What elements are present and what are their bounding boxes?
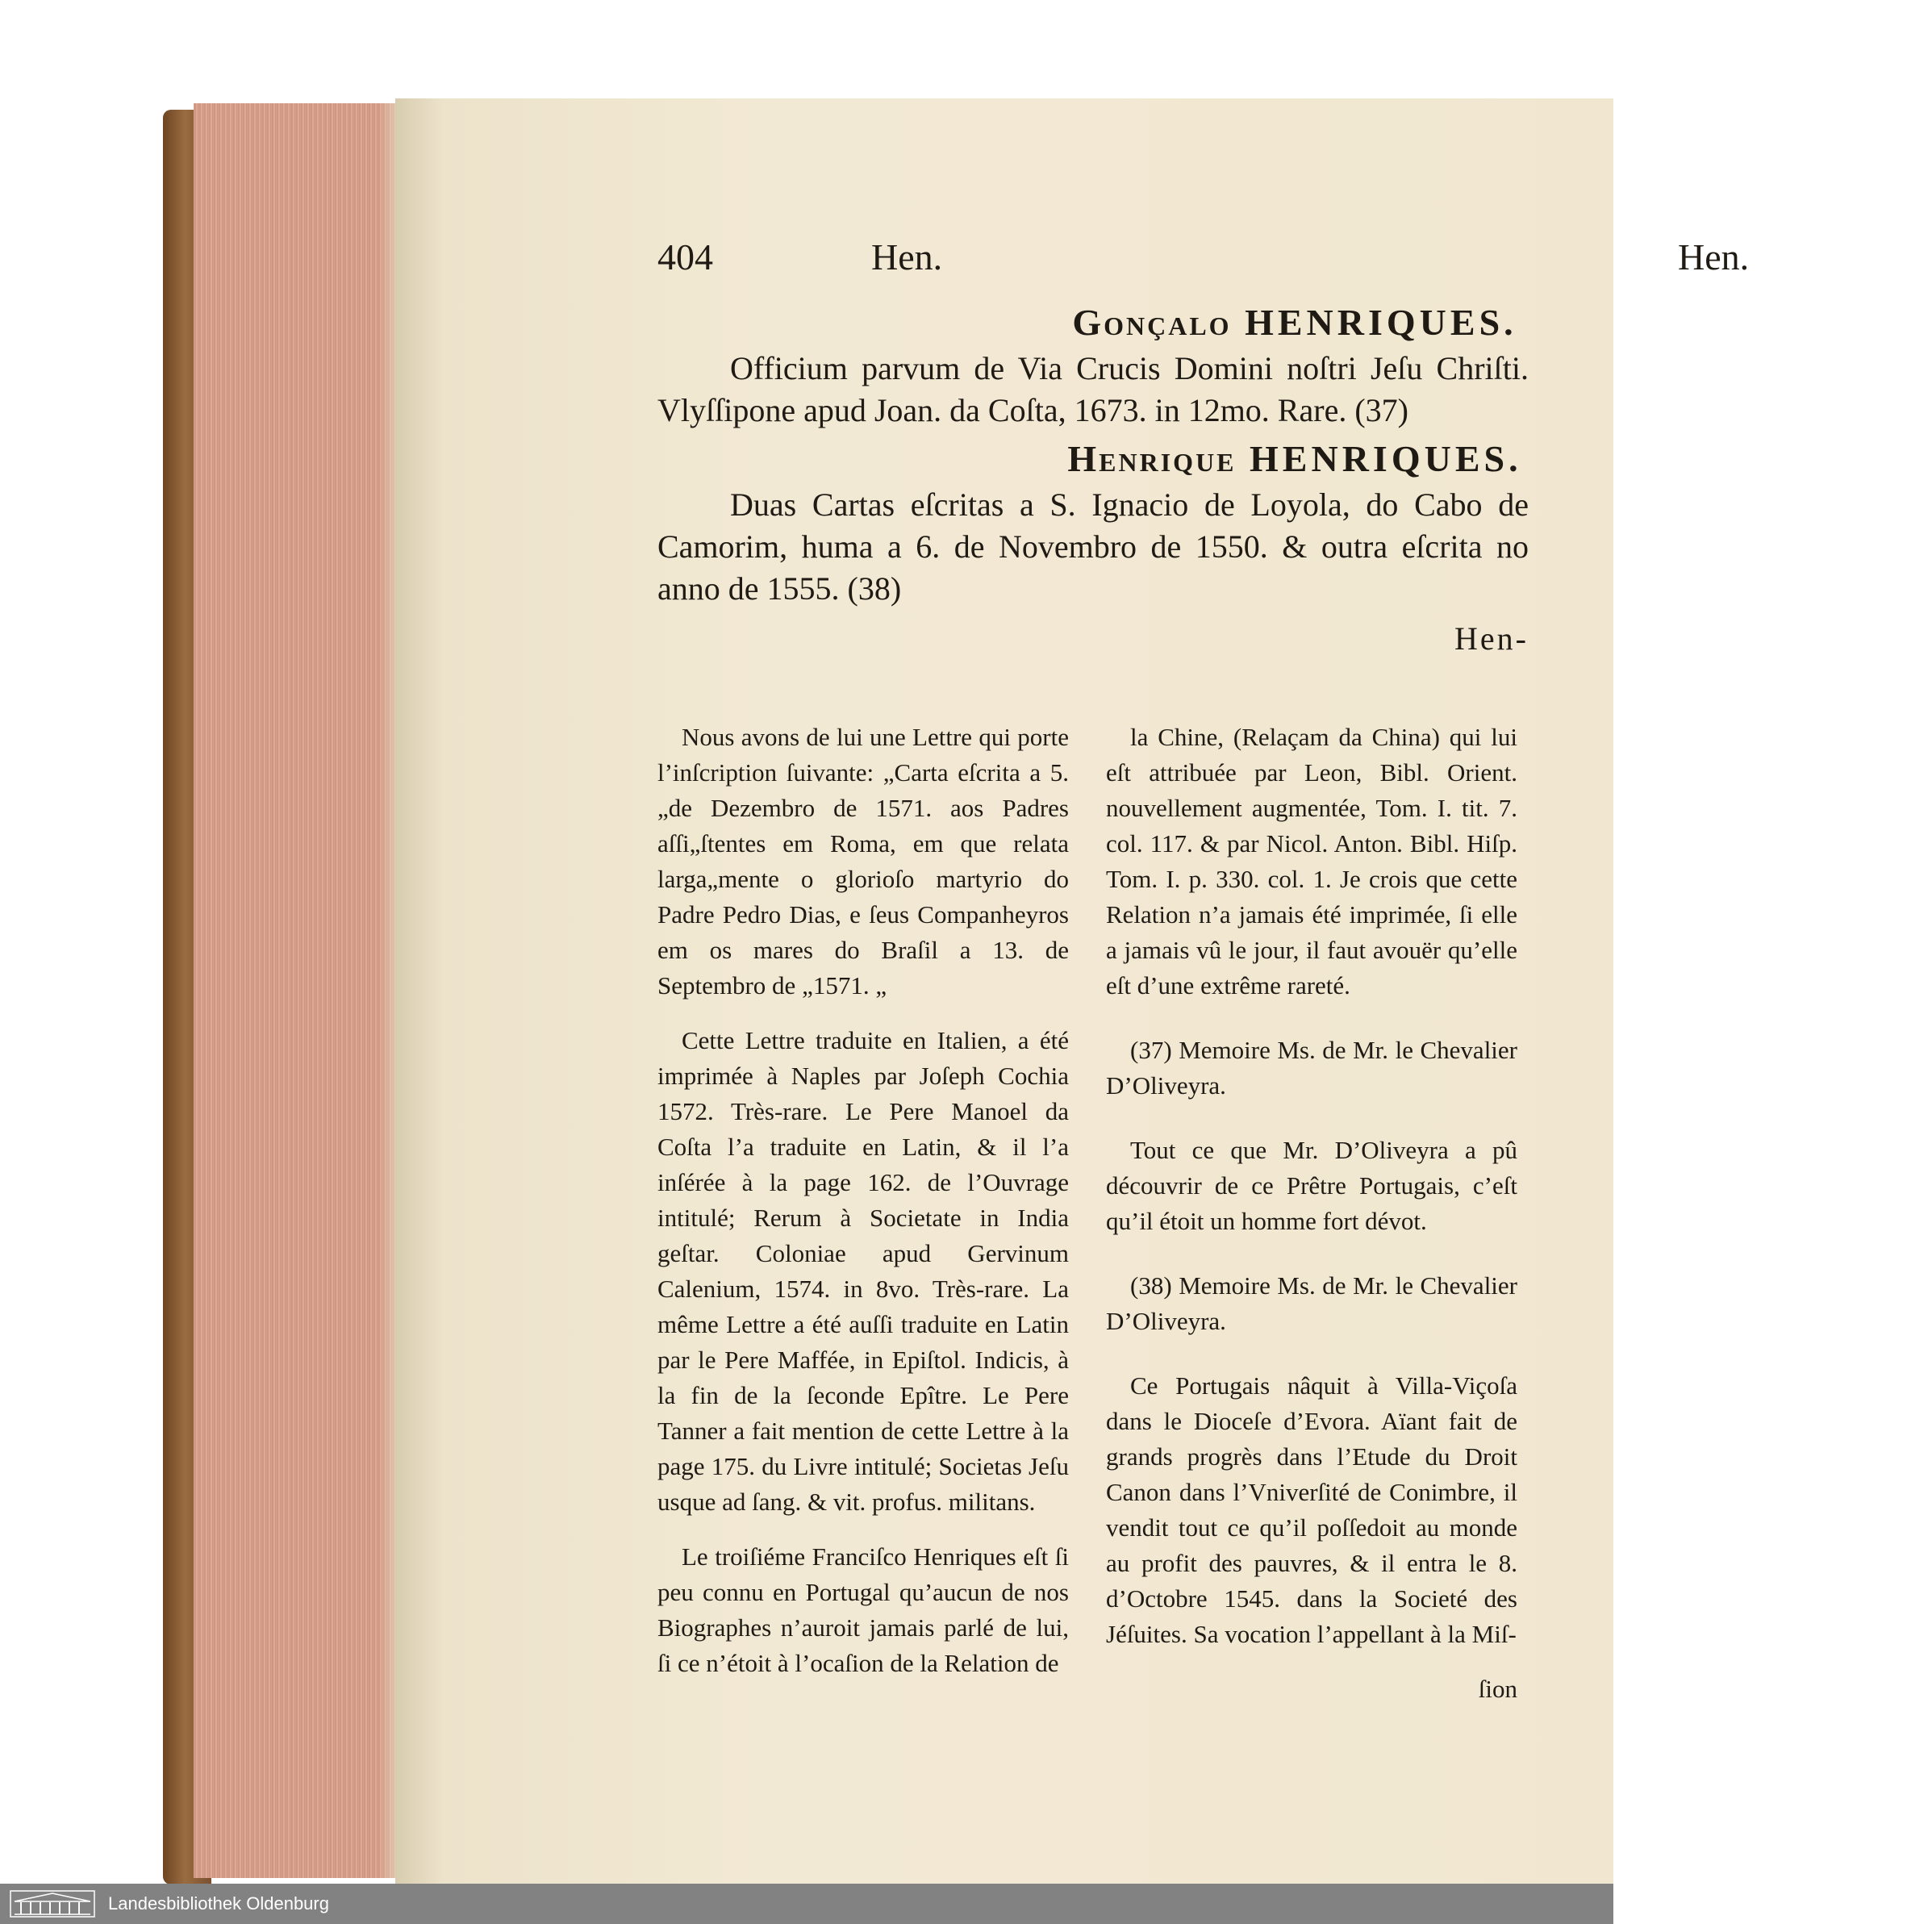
catchword-bottom: ſion	[1478, 1675, 1517, 1704]
right-paragraph: Tout ce que Mr. D’Oliveyra a pû découvrir de ce Prêtre Portugais, c’eſt qu’il étoit un homme fort dévot.	[1106, 1136, 1517, 1236]
page-edges	[194, 103, 403, 1878]
library-building-icon	[10, 1890, 95, 1918]
left-paragraph: Cette Lettre traduite en Italien, a été imprimée à Naples par Joſeph Cochia 1572. Très-rare. Le Pere Manoel da Coſta l’a traduite en Latin, & il l’a inſérée à la page 162. de l’Ouvrage intitulé; Rerum à Societate in India geſtar. Coloniae apud Gervinum Calenium, 1574. in 8vo. Très-rare. La même Lettre a été auſſi traduite en Latin par le Pere Maffée, in Epiſtol. Indicis, à la fin de la ſeconde Epître. Le Pere Tanner a fait mention de cette Lettre à la page 175. du Livre intitulé; Societas Jeſu usque ad ſang. & vit. profus. militans.	[657, 1026, 1069, 1517]
page-number: 404	[657, 236, 713, 278]
page-content	[657, 236, 1932, 1704]
footnote-38: (38) Memoire Ms. de Mr. le Chevalier D’Oliveyra.	[1106, 1271, 1517, 1336]
heading-first-name: Gonçalo	[1072, 302, 1232, 343]
left-paragraph: Nous avons de lui une Lettre qui porte l’inſcription ſuivante: „Carta eſcrita a 5. „de Dezembro de 1571. aos Padres aſſi„ſtentes em Roma, em que relata larga„mente o glorioſo martyrio do Padre Pedro Dias, e ſeus Companheyros em os mares do Braſil a 13. de Septembro de „1571. „	[657, 723, 1069, 1000]
left-paragraph: Le troiſiéme Franciſco Henriques eſt ſi peu connu en Portugal qu’aucun de nos Biographes n’auroit jamais parlé de lui, ſi ce n’étoit à l’ocaſion de la Relation de	[657, 1542, 1069, 1678]
right-column	[1106, 720, 1517, 1707]
footer-bar	[0, 1884, 1613, 1924]
running-head	[657, 236, 1932, 300]
catchword-top: Hen-	[1454, 620, 1529, 657]
entry-heading-henrique	[657, 436, 1932, 481]
entry-heading-goncalo	[657, 300, 1932, 344]
left-column	[657, 720, 1069, 1701]
entry-text-goncalo: Officium parvum de Via Crucis Domini noſtri Jeſu Chriſti. Vlyſſipone apud Joan. da Coſta, 1673. in 12mo. Rare. (37)	[657, 350, 1529, 429]
running-head-right: Hen.	[1678, 236, 1750, 278]
book-page	[395, 98, 1750, 1884]
running-head-left: Hen.	[871, 236, 943, 278]
footnote-37: (37) Memoire Ms. de Mr. le Chevalier D’Oliveyra.	[1106, 1036, 1517, 1100]
entry-text-henrique: Duas Cartas eſcritas a S. Ignacio de Loyola, do Cabo de Camorim, huma a 6. de Novembro de 1550. & outra eſcrita no anno de 1555. (38)	[657, 486, 1529, 607]
right-paragraph: la Chine, (Relaçam da China) qui lui eſt attribuée par Leon, Bibl. Orient. nouvellement augmentée, Tom. I. tit. 7. col. 117. & par Nicol. Anton. Bibl. Hiſp. Tom. I. p. 330. col. 1. Je crois que cette Relation n’a jamais été imprimée, ſi elle a jamais vû le jour, il faut avouër qu’elle eſt d’une extrême rareté.	[1106, 723, 1517, 1000]
heading-first-name: Henrique	[1067, 438, 1237, 480]
heading-surname: HENRIQUES.	[1245, 302, 1517, 343]
right-paragraph: Ce Portugais nâquit à Villa-Viçoſa dans le Dioceſe d’Evora. Aïant fait de grands progrès dans l’Etude du Droit Canon dans l’Vniverſité de Conimbre, il vendit tout ce qu’il poſſedoit au monde au profit des pauvres, & il entra le 8. d’Octobre 1545. dans la Societé des Jéſuites. Sa vocation l’appellant à la Miſ-	[1106, 1371, 1517, 1649]
footer-institution-name: Landesbibliothek Oldenburg	[108, 1893, 329, 1914]
heading-surname: HENRIQUES.	[1250, 438, 1522, 480]
